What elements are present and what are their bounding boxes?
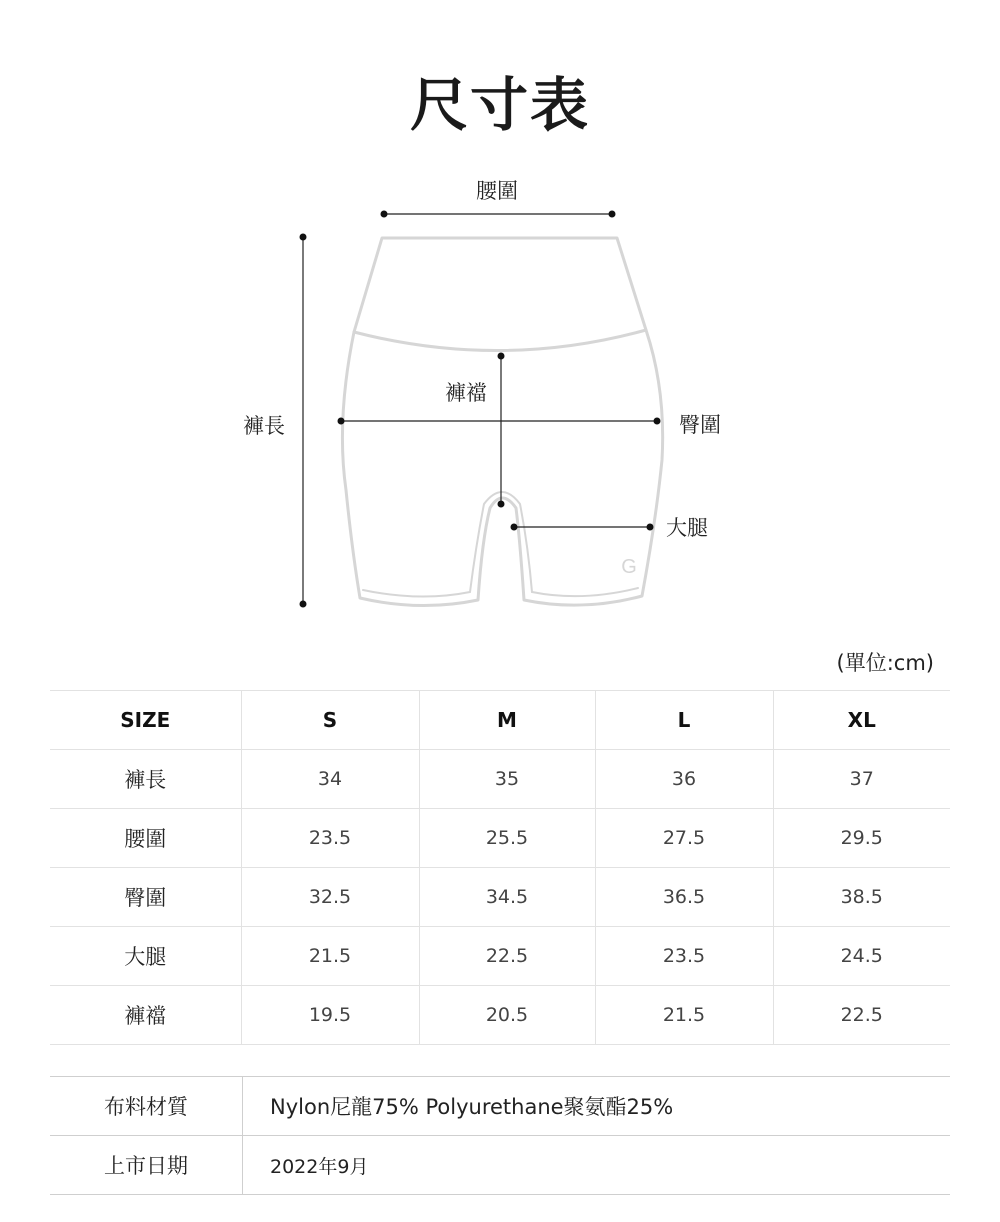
waist-label: 腰圍 (476, 179, 518, 203)
product-info-table (50, 1076, 950, 1195)
size-header-m: M (419, 691, 595, 750)
thigh-label: 大腿 (666, 516, 708, 540)
table-cell: 35 (419, 750, 595, 809)
table-cell: 25.5 (419, 809, 595, 868)
size-header-size: SIZE (50, 691, 241, 750)
table-row (50, 927, 950, 986)
table-cell: 36.5 (595, 868, 773, 927)
material-label: 布料材質 (50, 1077, 243, 1136)
table-cell: 36 (595, 750, 773, 809)
table-cell: 21.5 (241, 927, 419, 986)
table-cell: 29.5 (773, 809, 950, 868)
rise-label: 褲襠 (445, 381, 487, 405)
table-cell: 38.5 (773, 868, 950, 927)
length-label: 褲長 (243, 414, 285, 438)
row-label: 褲長 (50, 750, 241, 809)
table-row (50, 986, 950, 1045)
release-date-value: 2022年9月 (243, 1136, 951, 1195)
table-row (50, 868, 950, 927)
size-table (50, 690, 950, 1045)
row-label: 大腿 (50, 927, 241, 986)
material-value: Nylon尼龍75% Polyurethane聚氨酯25% (243, 1077, 951, 1136)
table-cell: 37 (773, 750, 950, 809)
table-cell: 32.5 (241, 868, 419, 927)
size-header-xl: XL (773, 691, 950, 750)
row-label: 臀圍 (50, 868, 241, 927)
info-row-material (50, 1077, 950, 1136)
table-cell: 22.5 (419, 927, 595, 986)
page-title: 尺寸表 (409, 71, 590, 139)
info-row-release-date (50, 1136, 950, 1195)
table-cell: 34 (241, 750, 419, 809)
size-header-l: L (595, 691, 773, 750)
table-cell: 24.5 (773, 927, 950, 986)
hip-label: 臀圍 (679, 413, 721, 437)
table-cell: 27.5 (595, 809, 773, 868)
table-cell: 22.5 (773, 986, 950, 1045)
table-row (50, 750, 950, 809)
table-cell: 23.5 (241, 809, 419, 868)
table-cell: 23.5 (595, 927, 773, 986)
shorts-outline (342, 238, 662, 606)
size-header-row (50, 691, 950, 750)
release-date-label: 上市日期 (50, 1136, 243, 1195)
row-label: 褲襠 (50, 986, 241, 1045)
row-label: 腰圍 (50, 809, 241, 868)
unit-note: (單位:cm) (836, 651, 934, 675)
table-cell: 34.5 (419, 868, 595, 927)
logo-mark: G (621, 556, 637, 578)
table-cell: 19.5 (241, 986, 419, 1045)
table-cell: 20.5 (419, 986, 595, 1045)
size-header-s: S (241, 691, 419, 750)
table-row (50, 809, 950, 868)
table-cell: 21.5 (595, 986, 773, 1045)
